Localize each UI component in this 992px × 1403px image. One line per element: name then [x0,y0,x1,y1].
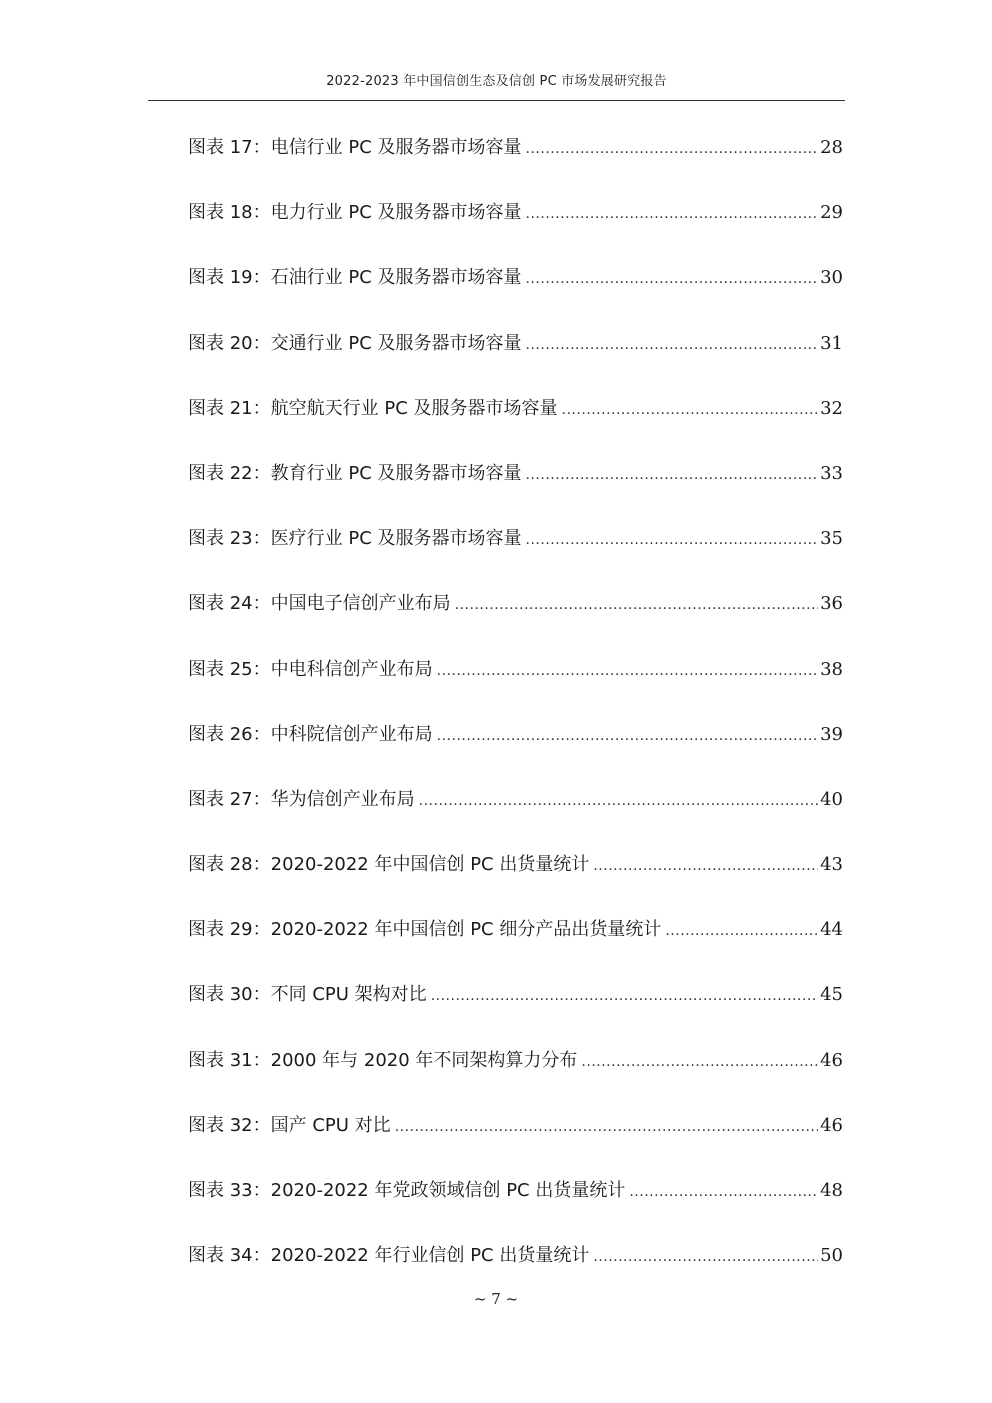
toc-entry-title: 电信行业 PC 及服务器市场容量 [270,137,522,158]
dot-leader [526,520,819,560]
dot-leader [526,455,819,495]
toc-entry-page: 28 [820,137,843,158]
toc-entry-page: 48 [820,1180,843,1201]
toc-entry-page: 50 [820,1245,843,1267]
toc-entry[interactable] [188,1171,843,1236]
toc-entry-page: 46 [820,1114,843,1136]
toc-entry-title: 2020-2022 年中国信创 PC 出货量统计 [270,854,590,876]
header-divider [148,100,845,101]
toc-entry[interactable] [188,975,843,1040]
toc-entry-label: 图表 31： [188,1049,271,1071]
running-header: 2022-2023 年中国信创生态及信创 PC 市场发展研究报告 [326,74,667,89]
toc-entry-title: 中电科信创产业布局 [270,658,433,680]
toc-entry-title: 华为信创产业布局 [270,788,415,810]
toc-entry-label: 图表 29： [188,919,271,941]
toc-entry-label: 图表 17： [188,137,271,158]
toc-entry-page: 45 [820,984,843,1006]
toc-entry[interactable] [188,780,843,845]
toc-entry[interactable] [188,389,843,454]
toc-entry-title: 不同 CPU 架构对比 [270,984,427,1006]
figure-list [188,128,843,1301]
toc-entry-title: 2020-2022 年中国信创 PC 细分产品出货量统计 [270,919,662,941]
dot-leader [437,651,818,691]
dot-leader [593,1237,818,1277]
dot-leader [526,259,819,299]
toc-entry-page: 46 [820,1049,843,1071]
toc-entry-page: 39 [820,723,843,745]
toc-entry-label: 图表 28： [188,854,271,876]
toc-entry-page: 30 [820,267,843,289]
toc-entry-title: 中国电子信创产业布局 [270,593,451,615]
dot-leader [455,585,818,625]
toc-entry-title: 航空航天行业 PC 及服务器市场容量 [270,397,558,419]
toc-entry[interactable] [188,193,843,258]
toc-entry-title: 2020-2022 年党政领域信创 PC 出货量统计 [270,1180,626,1201]
toc-entry-label: 图表 30： [188,984,271,1006]
dot-leader [665,911,818,951]
toc-entry-label: 图表 27： [188,788,271,810]
dot-leader [526,325,819,365]
dot-leader [526,194,819,234]
toc-entry-label: 图表 32： [188,1114,271,1136]
toc-entry[interactable] [188,584,843,649]
toc-entry-label: 图表 34： [188,1245,271,1267]
toc-entry-title: 交通行业 PC 及服务器市场容量 [270,332,522,354]
dot-leader [526,129,819,169]
toc-entry-title: 石油行业 PC 及服务器市场容量 [270,267,522,289]
toc-entry-label: 图表 26： [188,723,271,745]
toc-entry-title: 2000 年与 2020 年不同架构算力分布 [270,1049,578,1071]
toc-entry-title: 电力行业 PC 及服务器市场容量 [270,202,522,224]
toc-entry[interactable] [188,1041,843,1106]
toc-entry-label: 图表 19： [188,267,271,289]
dot-leader [562,390,819,430]
toc-entry[interactable] [188,715,843,780]
dot-leader [629,1172,818,1212]
toc-entry-label: 图表 18： [188,202,271,224]
toc-entry-page: 35 [820,528,843,550]
toc-entry[interactable] [188,650,843,715]
toc-entry[interactable] [188,1106,843,1171]
toc-entry-page: 36 [820,593,843,615]
toc-entry-page: 29 [820,202,843,224]
toc-entry-label: 图表 20： [188,332,271,354]
toc-entry-page: 31 [820,332,843,354]
toc-entry-page: 40 [820,788,843,810]
dot-leader [395,1107,818,1147]
toc-entry[interactable] [188,128,843,193]
dot-leader [419,781,818,821]
toc-entry[interactable] [188,519,843,584]
dot-leader [437,716,818,756]
toc-entry-label: 图表 33： [188,1180,271,1201]
toc-entry-label: 图表 25： [188,658,271,680]
toc-entry-label: 图表 24： [188,593,271,615]
toc-entry-title: 中科院信创产业布局 [270,723,433,745]
toc-entry[interactable] [188,910,843,975]
toc-entry-page: 32 [820,397,843,419]
toc-entry-label: 图表 22： [188,462,271,484]
toc-entry-label: 图表 21： [188,397,271,419]
toc-entry-title: 国产 CPU 对比 [270,1114,391,1136]
toc-entry-page: 44 [820,919,843,941]
toc-entry[interactable] [188,454,843,519]
toc-entry-page: 43 [820,854,843,876]
dot-leader [431,976,818,1016]
toc-entry-page: 33 [820,462,843,484]
page-number: ~ 7 ~ [473,1290,519,1308]
dot-leader [593,846,818,886]
toc-entry-page: 38 [820,658,843,680]
toc-entry[interactable] [188,258,843,323]
toc-entry-title: 医疗行业 PC 及服务器市场容量 [270,528,522,550]
toc-entry-title: 教育行业 PC 及服务器市场容量 [270,462,522,484]
toc-entry[interactable] [188,845,843,910]
toc-entry-title: 2020-2022 年行业信创 PC 出货量统计 [270,1245,590,1267]
dot-leader [581,1042,818,1082]
toc-entry[interactable] [188,324,843,389]
toc-entry-label: 图表 23： [188,528,271,550]
